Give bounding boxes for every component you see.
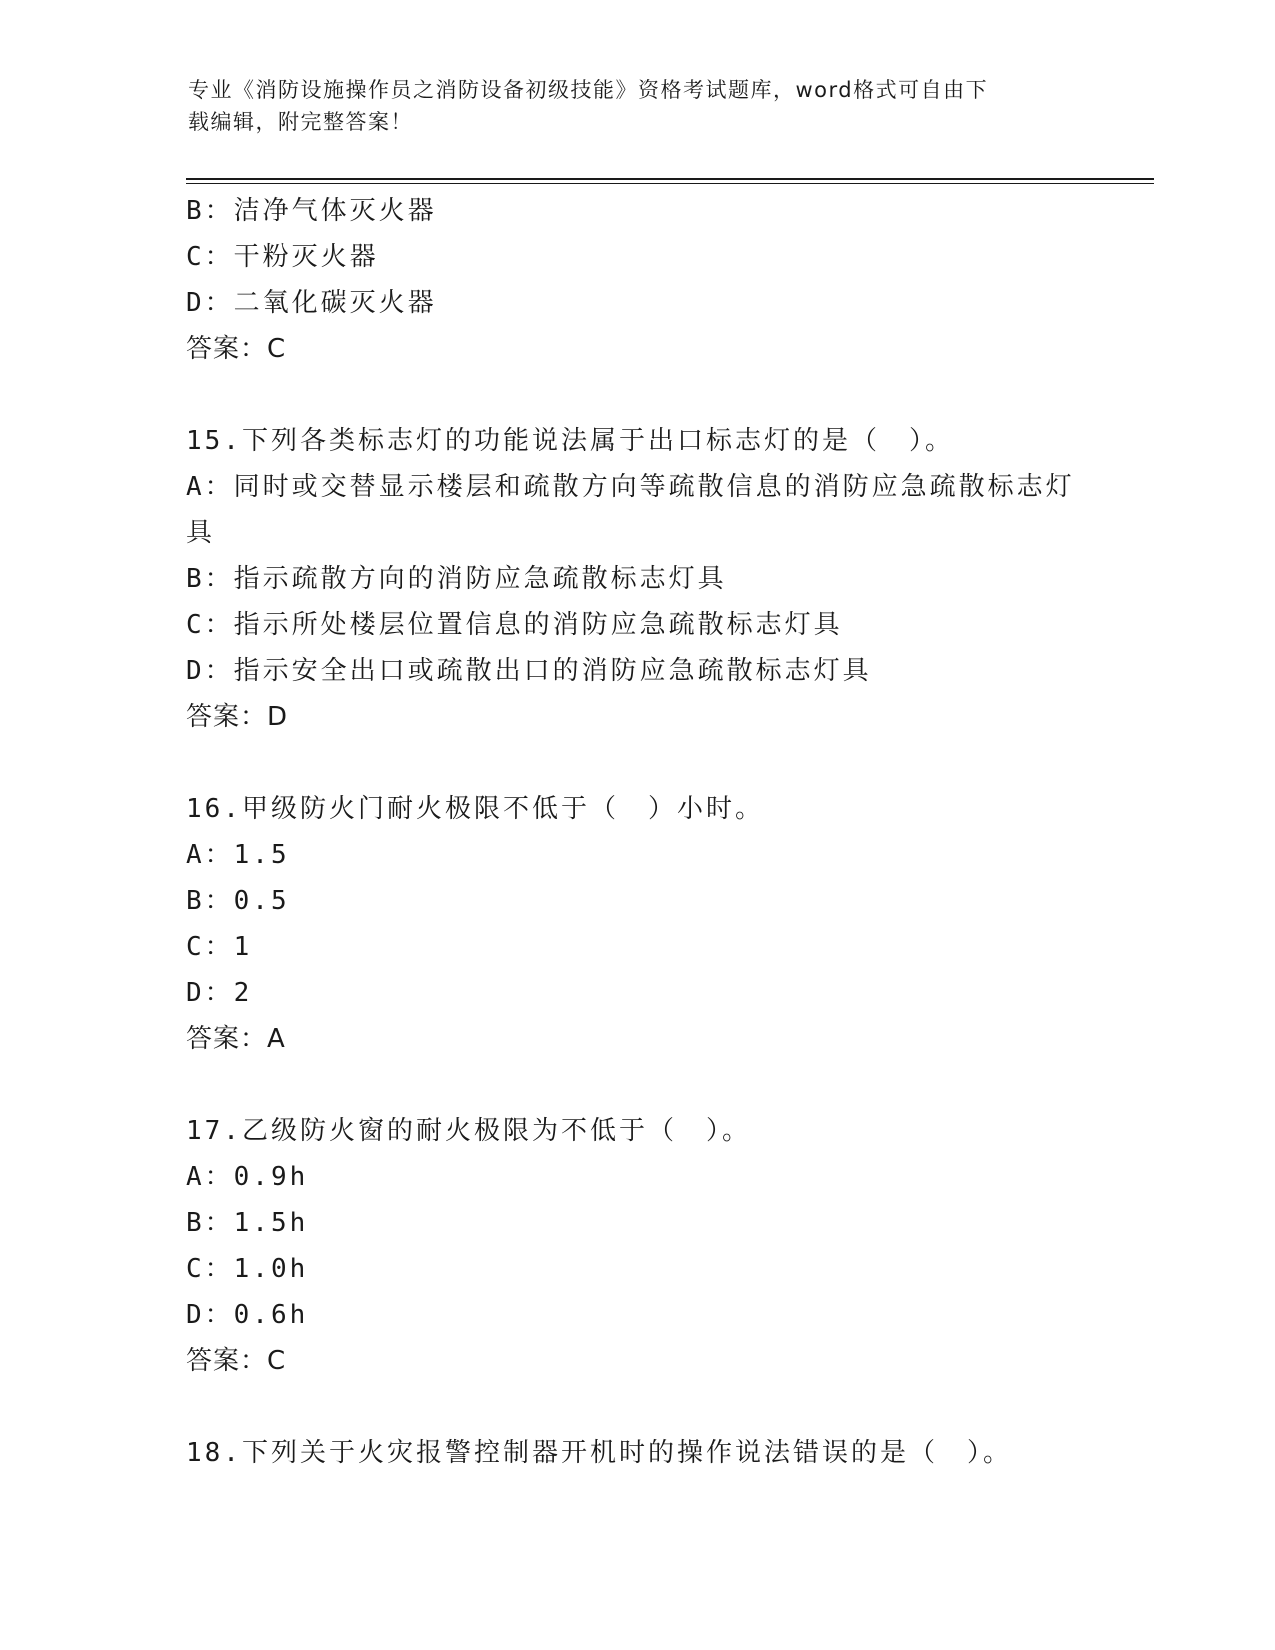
option-d: D：指示安全出口或疏散出口的消防应急疏散标志灯具: [186, 656, 872, 686]
question-16: [186, 786, 1086, 1062]
option-a: A：1.5: [186, 840, 290, 870]
answer: 答案：A: [186, 1024, 286, 1054]
option-d: D：0.6h: [186, 1300, 309, 1330]
question-15: [186, 418, 1086, 740]
option-b: B：1.5h: [186, 1208, 309, 1238]
option-b: B：洁净气体灭火器: [186, 196, 437, 226]
option-c: C：1.0h: [186, 1254, 309, 1284]
option-b: B：指示疏散方向的消防应急疏散标志灯具: [186, 564, 727, 594]
option-b: B：0.5: [186, 886, 290, 916]
header-rule-thick: [186, 178, 1154, 180]
question-title: 17.乙级防火窗的耐火极限为不低于（ ）。: [186, 1116, 751, 1146]
header-rule-thin: [186, 183, 1154, 184]
document-header: [188, 74, 1068, 138]
option-c: C：1: [186, 932, 253, 962]
header-line-1: 专业《消防设施操作员之消防设备初级技能》资格考试题库，word格式可自由下: [188, 78, 989, 102]
question-17: [186, 1108, 1086, 1384]
question-list: [186, 188, 1086, 1476]
option-d: D：2: [186, 978, 253, 1008]
question-18: [186, 1430, 1086, 1476]
question-title: 16.甲级防火门耐火极限不低于（ ）小时。: [186, 794, 764, 824]
question-title: 15.下列各类标志灯的功能说法属于出口标志灯的是（ ）。: [186, 426, 954, 456]
option-a: A：同时或交替显示楼层和疏散方向等疏散信息的消防应急疏散标志灯具: [186, 472, 1075, 548]
answer: 答案：C: [186, 334, 287, 364]
answer: 答案：C: [186, 1346, 287, 1376]
header-line-2: 载编辑，附完整答案！: [188, 110, 413, 134]
option-c: C：干粉灭火器: [186, 242, 379, 272]
question-title: 18.下列关于火灾报警控制器开机时的操作说法错误的是（ ）。: [186, 1438, 1012, 1468]
option-c: C：指示所处楼层位置信息的消防应急疏散标志灯具: [186, 610, 843, 640]
question-14-continuation: [186, 188, 1086, 372]
option-d: D：二氧化碳灭火器: [186, 288, 437, 318]
answer: 答案：D: [186, 702, 289, 732]
option-a: A：0.9h: [186, 1162, 309, 1192]
